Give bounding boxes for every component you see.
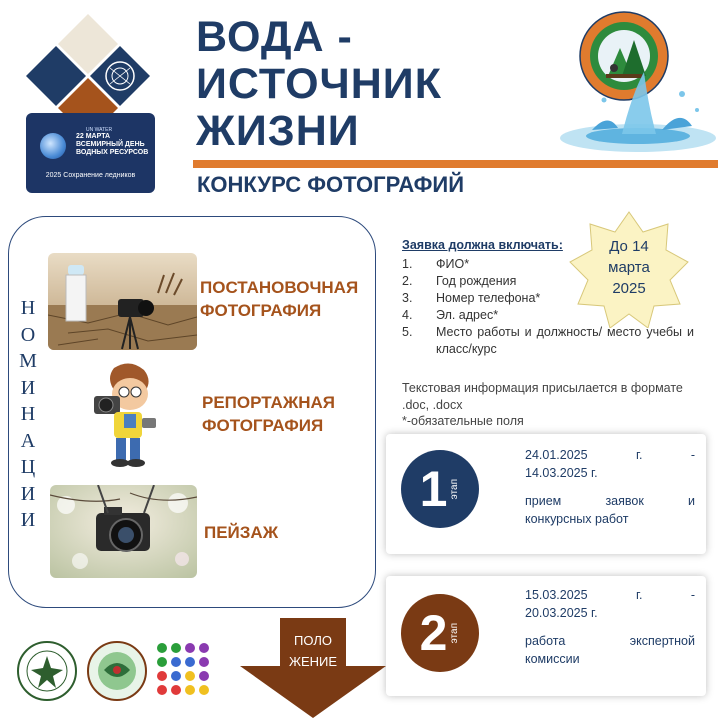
list-item-text: Номер телефона* [436, 291, 541, 305]
list-item-text: Эл. адрес* [436, 308, 499, 322]
orange-divider [193, 160, 718, 168]
stage-desc-line: работа экспертной [525, 634, 695, 648]
vertical-letter: М [19, 350, 37, 372]
list-item [402, 324, 694, 358]
vertical-letter: И [20, 509, 36, 531]
main-title [196, 14, 442, 155]
requirements-heading: Заявка должна включать: [402, 238, 563, 252]
list-item-text: Место работы и должность/ место учебы и класс/курс [436, 325, 694, 356]
badge-main-text: 22 МАРТА ВСЕМИРНЫЙ ДЕНЬ ВОДНЫХ РЕСУРСОВ [76, 133, 149, 156]
reporter-cartoon-image [86, 360, 166, 472]
format-note: Текстовая информация присылается в формате .doc, .docx [402, 381, 683, 412]
stage-word: этап [449, 478, 461, 500]
vertical-letter: И [20, 482, 36, 505]
vertical-letter: Н [20, 403, 36, 425]
badge-bottom-text: 2025 Сохранение ледников [45, 172, 136, 179]
stage-dates-line: 24.01.2025 г. - [525, 448, 695, 462]
vertical-letter: Ц [20, 456, 36, 478]
institute-seal-logo [16, 640, 78, 702]
nomination-label-landscape: ПЕЙЗАЖ [204, 523, 279, 542]
stage-desc-line: прием заявок и [525, 494, 695, 508]
landscape-photo-image [50, 485, 197, 578]
world-water-day-badge [26, 113, 155, 193]
ecology-emblem-logo [86, 640, 148, 702]
stage-dates-line: 15.03.2025 г. - [525, 588, 695, 602]
vertical-letter: И [20, 376, 36, 399]
list-item-text: Год рождения [436, 274, 517, 288]
title-line: ВОДА - [196, 13, 353, 61]
colored-dots-logo [154, 640, 214, 700]
stage-text-1 [525, 446, 695, 528]
list-item-number: 5. [402, 325, 413, 339]
nominations-vertical-label [18, 295, 38, 534]
stage-number-circle-2 [401, 594, 479, 672]
list-item-number: 3. [402, 291, 413, 305]
staged-photo-image [48, 253, 197, 350]
water-splash-image [552, 64, 718, 160]
deadline-text: До 14 марта 2025 [608, 238, 650, 297]
list-item-number: 2. [402, 274, 413, 288]
stage-number-circle-1 [401, 450, 479, 528]
stage-desc-line: конкурсных работ [525, 512, 629, 526]
stage-desc-line: комиссии [525, 652, 580, 666]
regulation-link-text[interactable]: ПОЛО ЖЕНИЕ [288, 633, 338, 669]
stage-number: 2 [419, 605, 448, 661]
vertical-letter: А [20, 429, 36, 452]
list-item-number: 1. [402, 257, 413, 271]
nomination-label-reportage: РЕПОРТАЖНАЯ ФОТОГРАФИЯ [202, 393, 335, 435]
title-line: ИСТОЧНИК [196, 60, 442, 108]
title-line: ЖИЗНИ [196, 107, 360, 155]
nomination-label-staged: ПОСТАНОВОЧНАЯ ФОТОГРАФИЯ [200, 278, 359, 320]
badge-top-text: UN WATER [86, 127, 113, 133]
stage-dates-line: 14.03.2025 г. [525, 466, 598, 480]
vertical-letter: О [20, 323, 36, 346]
stage-word: этап [449, 622, 461, 644]
list-item-number: 4. [402, 308, 413, 322]
globe-icon [40, 133, 66, 159]
list-item-text: ФИО* [436, 257, 470, 271]
stage-number: 1 [419, 461, 448, 517]
required-fields-note: *-обязательные поля [402, 414, 524, 428]
stage-text-2 [525, 586, 695, 668]
stage-dates-line: 20.03.2025 г. [525, 606, 598, 620]
vertical-letter: Н [20, 297, 36, 319]
contest-subtitle: КОНКУРС ФОТОГРАФИЙ [197, 172, 465, 197]
